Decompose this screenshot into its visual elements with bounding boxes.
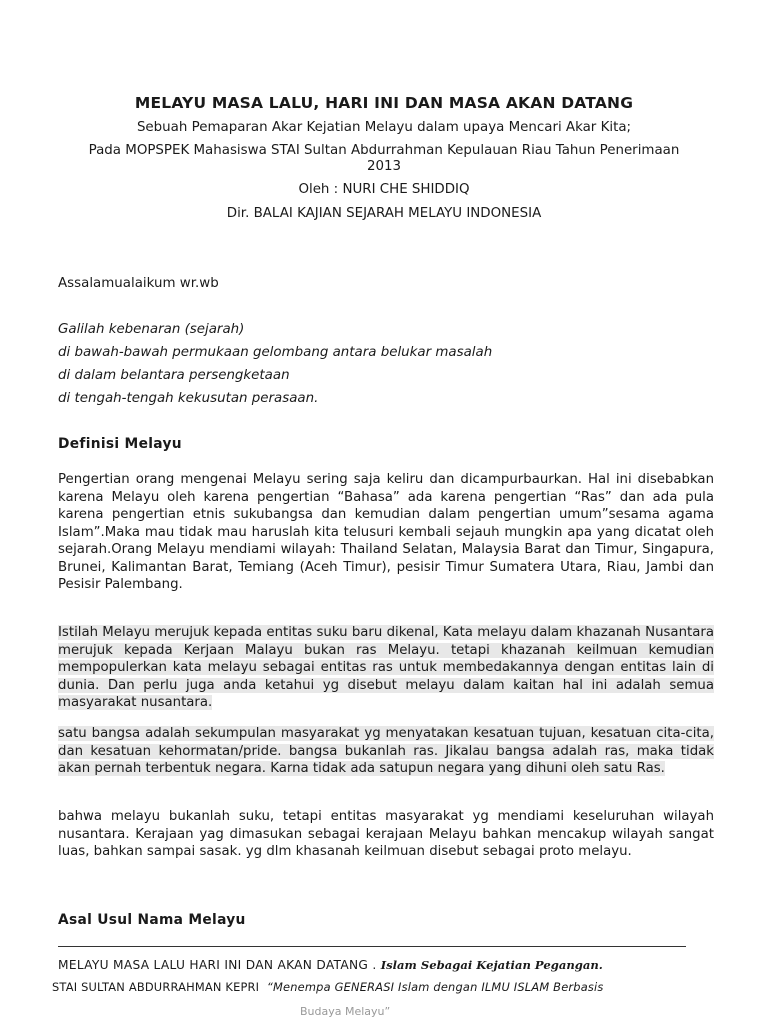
- greeting: Assalamualaikum wr.wb: [58, 276, 219, 291]
- poem-line: di dalam belantara persengketaan: [58, 368, 290, 383]
- footer-institution-motto: “Menempa GENERASI Islam dengan ILMU ISLAM Berbasis: [266, 980, 604, 994]
- paragraph-text: Istilah Melayu merujuk kepada entitas suku baru dikenal, Kata melayu dalam khazanah Nusantara merujuk kepada Kerjaan Malayu bukan ras Melayu. tetapi khazanah keilmuan kemudian mempopulerkan kata melayu sebagai entitas ras untuk membedakannya dengan entitas lain di dunia. Dan perlu juga anda ketahui yg disebut melayu dalam kaitan hal ini adalah semua masyarakat nusantara.: [58, 625, 714, 710]
- paragraph-text: satu bangsa adalah sekumpulan masyarakat yg menyatakan kesatuan tujuan, kesatuan cita-cita, dan kesatuan kehormatan/pride. bangsa bukanlah ras. Jikalau bangsa adalah ras, maka tidak akan pernah terbentuk negara. Karna tidak ada satupun negara yang dihuni oleh satu Ras.: [58, 726, 714, 776]
- poem-line: di tengah-tengah kekusutan perasaan.: [58, 391, 319, 406]
- paragraph: Pengertian orang mengenai Melayu sering saja keliru dan dicampurbaurkan. Hal ini disebabkan karena Melayu oleh karena pengertian “Bahasa” ada karena pengertian “Ras” dan ada pula karena pengertian etnis sukubangsa dan kemudian dalam pengertian umum”sesama agama Islam”.Maka mau tidak mau haruslah kita telusuri kembali sejauh mungkin apa yang dicatat oleh sejarah.Orang Melayu mendiami wilayah: Thailand Selatan, Malaysia Barat dan Timur, Singapura, Brunei, Kalimantan Barat, Temiang (Aceh Timur), pesisir Timur Sumatera Utara, Riau, Jambi dan Pesisir Palembang.: [58, 472, 714, 592]
- paragraph-highlighted: [58, 725, 714, 778]
- footer-title-line: [58, 958, 603, 972]
- footer-institution-line: [52, 980, 604, 994]
- document-subtitle: Sebuah Pemaparan Akar Kejatian Melayu dalam upaya Mencari Akar Kita;: [136, 120, 632, 135]
- section-heading-definisi: Definisi Melayu: [58, 436, 182, 452]
- footer-institution: STAI SULTAN ABDURRAHMAN KEPRI: [52, 980, 260, 994]
- paragraph: bahwa melayu bukanlah suku, tetapi entitas masyarakat yg mendiami keseluruhan wilayah nusantara. Kerajaan yag dimasukan sebagai kerajaan Melayu bahkan mencakup wilayah sangat luas, bahkan sampai sasak. yg dlm khasanah keilmuan disebut sebagai proto melayu.: [58, 809, 714, 859]
- poem: [58, 321, 492, 413]
- event-description: Pada MOPSPEK Mahasiswa STAI Sultan Abdurrahman Kepulauan Riau Tahun Penerimaan 2013: [88, 143, 680, 174]
- paragraph-highlighted: [58, 624, 714, 712]
- poem-line: Galilah kebenaran (sejarah): [58, 322, 245, 337]
- author-line: Oleh : NURI CHE SHIDDIQ: [298, 182, 470, 197]
- footer-motto: Islam Sebagai Kejatian Pegangan.: [380, 958, 603, 972]
- poem-line: di bawah-bawah permukaan gelombang antara belukar masalah: [58, 345, 493, 360]
- document-title: MELAYU MASA LALU, HARI INI DAN MASA AKAN DATANG: [134, 94, 634, 112]
- affiliation-line: Dir. BALAI KAJIAN SEJARAH MELAYU INDONESIA: [226, 206, 542, 221]
- footer-continuation: Budaya Melayu”: [300, 1005, 391, 1018]
- footer-divider: [58, 946, 686, 947]
- section-heading-asal-usul: Asal Usul Nama Melayu: [58, 912, 246, 928]
- footer-title: MELAYU MASA LALU HARI INI DAN AKAN DATANG .: [58, 958, 377, 972]
